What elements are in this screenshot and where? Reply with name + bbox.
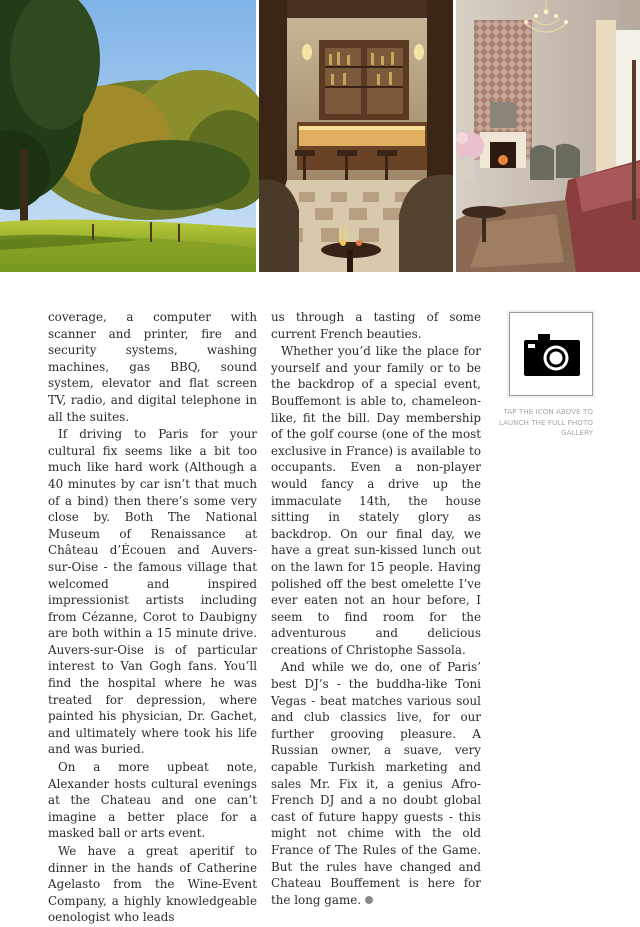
park-photo (0, 0, 256, 272)
end-mark-icon (365, 896, 373, 904)
paragraph: us through a tasting of some current French beauties. (271, 310, 481, 341)
paragraph: We have a great aperitif to dinner in the hands of Catherine Agelasto from the Wine-Event Company, a highly knowledgeable oenologist who leads (48, 844, 257, 925)
article-column-left (48, 309, 257, 927)
photo-gallery-button[interactable] (509, 312, 593, 396)
bedroom-photo (456, 0, 640, 272)
paragraph: If driving to Paris for your cultural fix seems like a bit too much like hard work (Although a 40 minutes by car isn’t that much of a bind) then there’s some very close by. Both The National Museum of Renaissance at Château d’Écouen and Auvers-sur-Oise - the famous village that welcomed and inspired impressionist artists including from Cézanne, Corot to Daubigny are both within a 15 minute drive. Auvers-sur-Oise is of particular interest to Van Gogh fans. You’ll find the hospital where he was treated for depression, where painted his physician, Dr. Gachet, and ultimately where took his life and was buried. (48, 427, 257, 757)
photo-strip (0, 0, 640, 272)
gallery-hint: TAP THE ICON ABOVE TO LAUNCH THE FULL PHOTO GALLERY (498, 407, 593, 438)
final-paragraph (271, 659, 481, 908)
article-column-right (271, 309, 481, 909)
camera-icon (524, 334, 580, 376)
paragraph: On a more upbeat note, Alexander hosts cultural evenings at the Chateau and one can’t imagine a better place for a masked ball or arts event. (48, 760, 257, 841)
paragraph: coverage, a computer with scanner and printer, fire and security systems, washing machines, gas BBQ, sound system, elevator and flat screen TV, radio, and digital telephone in all the suites. (48, 310, 257, 424)
paragraph: Whether you’d like the place for yourself and your family or to be the backdrop of a special event, Bouffemont is able to, chameleon-like, fit the bill. Day membership of the golf course (one of the most exclusive in France) is available to occupants. Even a non-player would fancy a drive up the immaculate 14th, the house sitting in stately glory as backdrop. On our final day, we have a great sun-kissed lunch out on the lawn for 15 people. Having polished off the best omelette I’ve ever eaten not an hour before, I seem to find room for the adventurous and delicious creations of Christophe Sassola. (271, 344, 481, 657)
bar-lounge-photo (259, 0, 453, 272)
paragraph-text: And while we do, one of Paris’ best DJ’s - the buddha-like Toni Vegas - beat matches various soul and club classics live, for our further grooving pleasure. A Russian owner, a suave, very capable Turkish marketing and sales Mr. Fix it, a genius Afro-French DJ and a no doubt global cast of future happy guests - this might not chime with the old France of The Rules of the Game. But the rules have changed and Chateau Bouffement is here for the long game. (271, 660, 481, 907)
